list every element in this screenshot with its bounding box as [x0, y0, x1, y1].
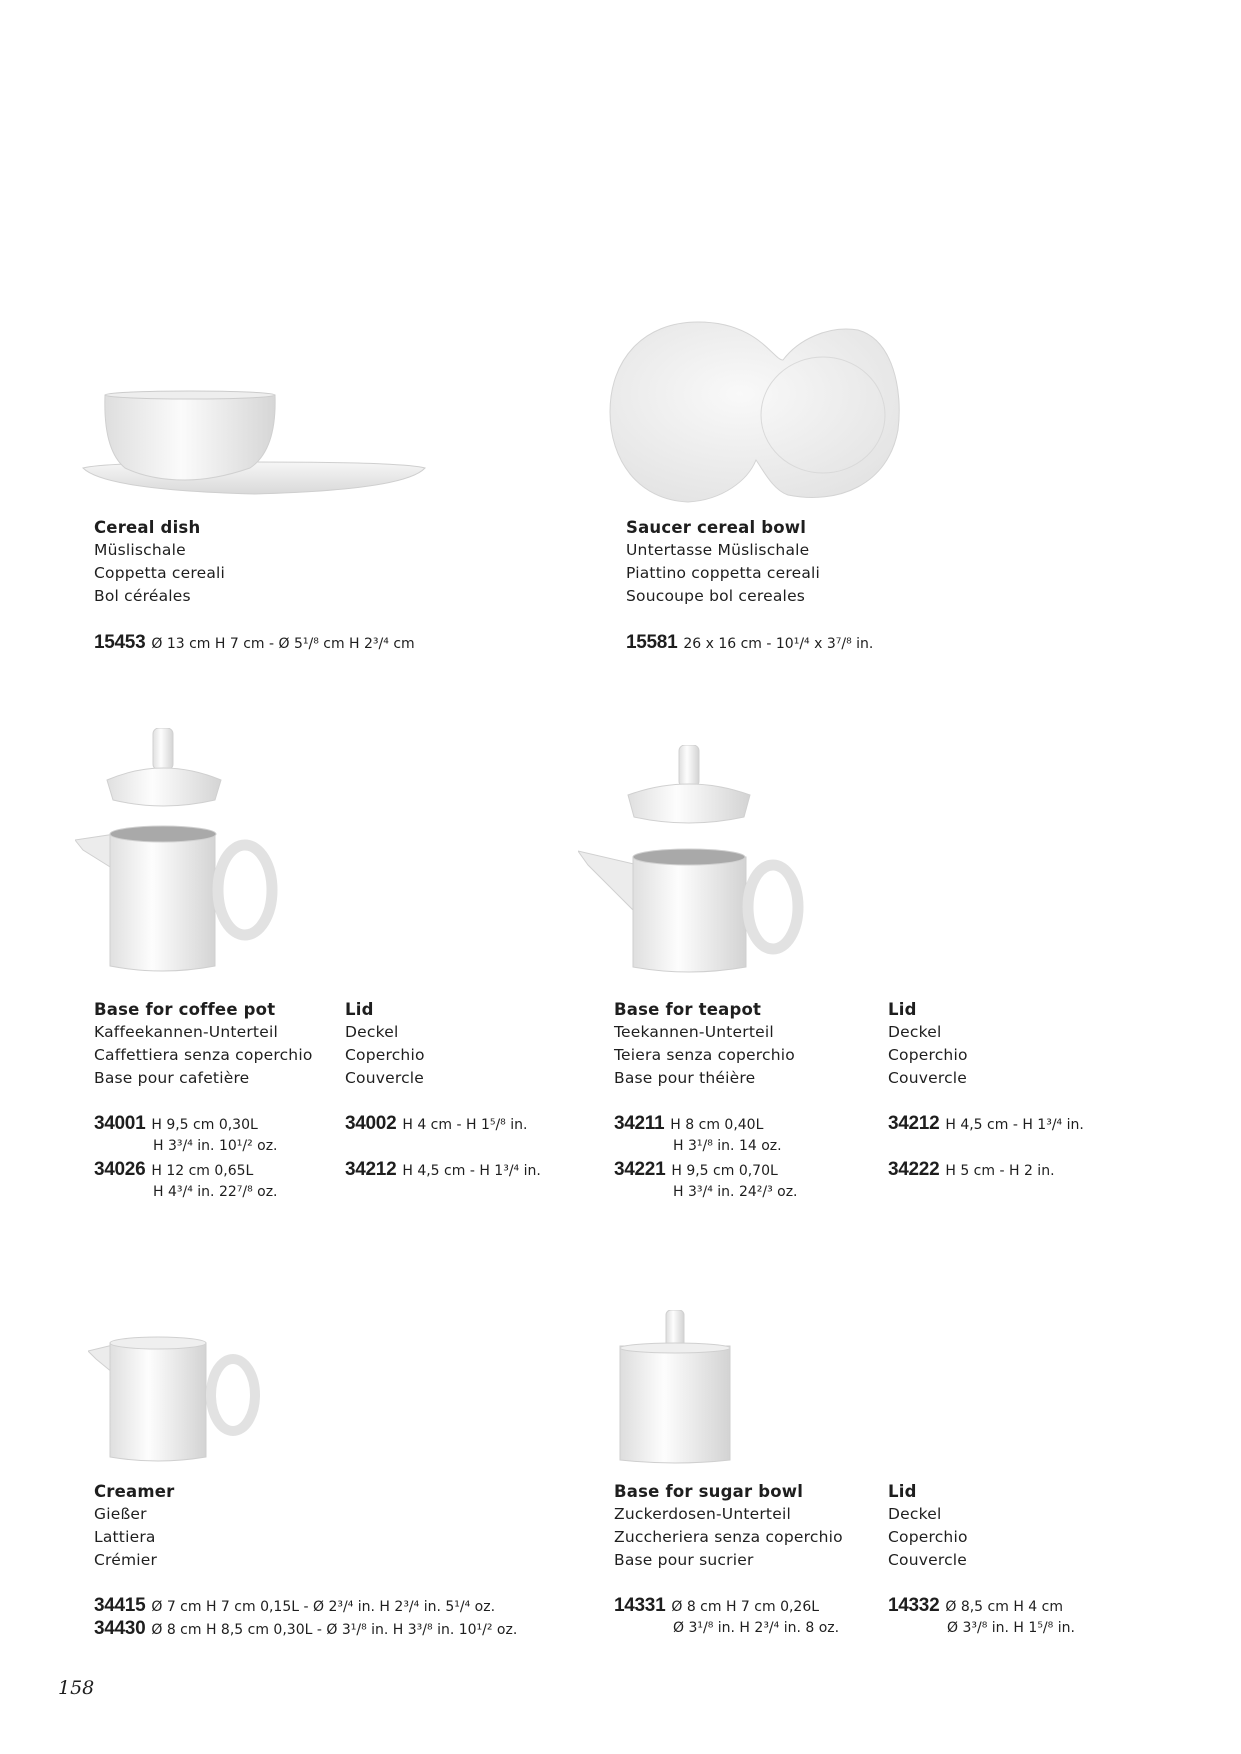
- translation-fr: Couvercle: [888, 1069, 968, 1087]
- product-title: Lid: [345, 1000, 374, 1019]
- product-title: Lid: [888, 1482, 917, 1501]
- product-title: Base for coffee pot: [94, 1000, 276, 1019]
- spec-base-for-teapot: [614, 1112, 798, 1204]
- dimensions-imperial: H 3³/⁴ in. 10¹/² oz.: [153, 1138, 278, 1154]
- product-saucer-cereal-bowl: [626, 516, 820, 608]
- dimensions-imperial: Ø 3³/⁸ in. H 1⁵/⁸ in.: [947, 1620, 1075, 1636]
- translation-fr: Base pour sucrier: [614, 1551, 754, 1569]
- dimensions: H 8 cm 0,40L: [670, 1117, 764, 1133]
- translation-de: Untertasse Müslischale: [626, 541, 810, 559]
- translation-de: Deckel: [888, 1505, 942, 1523]
- article-number: 15453: [94, 632, 146, 653]
- translation-it: Caffettiera senza coperchio: [94, 1046, 313, 1064]
- dimensions-imperial: H 4³/⁴ in. 22⁷/⁸ oz.: [153, 1184, 278, 1200]
- article-number: 34211: [614, 1113, 665, 1134]
- dimensions: H 4,5 cm - H 1³/⁴ in.: [402, 1163, 541, 1179]
- product-title: Lid: [888, 1000, 917, 1019]
- dimensions-imperial: Ø 3¹/⁸ in. H 2³/⁴ in. 8 oz.: [673, 1620, 840, 1636]
- translation-it: Zuccheriera senza coperchio: [614, 1528, 843, 1546]
- page-number: 158: [58, 1677, 95, 1699]
- product-teapot-lid: [888, 998, 968, 1090]
- dimensions: Ø 8 cm H 8,5 cm 0,30L - Ø 3¹/⁸ in. H 3³/⁸ in. 10¹/² oz.: [151, 1622, 518, 1638]
- translation-it: Coppetta cereali: [94, 564, 226, 582]
- product-title: Base for teapot: [614, 1000, 762, 1019]
- creamer-image: [88, 1335, 263, 1465]
- spec-saucer-cereal-bowl: [626, 631, 873, 654]
- dimensions: H 5 cm - H 2 in.: [945, 1163, 1055, 1179]
- article-number: 34002: [345, 1113, 397, 1134]
- product-cereal-dish: [94, 516, 225, 608]
- translation-it: Lattiera: [94, 1528, 156, 1546]
- article-number: 34430: [94, 1618, 146, 1639]
- product-sugar-bowl-lid: [888, 1480, 968, 1572]
- article-number: 34212: [888, 1113, 940, 1134]
- spec-sugar-bowl-lid: [888, 1594, 1075, 1640]
- product-creamer: [94, 1480, 175, 1572]
- translation-it: Teiera senza coperchio: [614, 1046, 795, 1064]
- spec-creamer: [94, 1594, 517, 1640]
- coffee-pot-image: [75, 728, 280, 978]
- translation-it: Coperchio: [345, 1046, 425, 1064]
- translation-fr: Base pour théière: [614, 1069, 756, 1087]
- dimensions: H 4,5 cm - H 1³/⁴ in.: [945, 1117, 1084, 1133]
- translation-fr: Couvercle: [345, 1069, 425, 1087]
- translation-de: Kaffeekannen-Unterteil: [94, 1023, 278, 1041]
- article-number: 34001: [94, 1113, 146, 1134]
- sugar-bowl-image: [618, 1310, 733, 1465]
- product-title: Base for sugar bowl: [614, 1482, 804, 1501]
- spec-teapot-lid: [888, 1112, 1084, 1181]
- dimensions-imperial: H 3³/⁴ in. 24²/³ oz.: [673, 1184, 798, 1200]
- translation-de: Deckel: [888, 1023, 942, 1041]
- dimensions: H 9,5 cm 0,70L: [671, 1163, 778, 1179]
- dimensions: Ø 8 cm H 7 cm 0,26L: [671, 1599, 820, 1615]
- product-base-for-teapot: [614, 998, 795, 1090]
- spec-base-for-sugar-bowl: [614, 1594, 839, 1640]
- dimensions: 26 x 16 cm - 10¹/⁴ x 3⁷/⁸ in.: [683, 636, 874, 652]
- article-number: 34221: [614, 1159, 666, 1180]
- dimensions-imperial: H 3¹/⁸ in. 14 oz.: [673, 1138, 782, 1154]
- product-title: Creamer: [94, 1482, 175, 1501]
- dimensions: H 9,5 cm 0,30L: [151, 1117, 258, 1133]
- article-number: 34026: [94, 1159, 146, 1180]
- translation-it: Coperchio: [888, 1046, 968, 1064]
- translation-fr: Couvercle: [888, 1551, 968, 1569]
- dimensions: H 12 cm 0,65L: [151, 1163, 254, 1179]
- translation-it: Piattino coppetta cereali: [626, 564, 821, 582]
- translation-fr: Base pour cafetière: [94, 1069, 250, 1087]
- article-number: 14331: [614, 1595, 666, 1616]
- translation-de: Müslischale: [94, 541, 186, 559]
- translation-it: Coperchio: [888, 1528, 968, 1546]
- teapot-image: [578, 745, 808, 980]
- spec-coffee-pot-lid: [345, 1112, 541, 1181]
- translation-de: Gießer: [94, 1505, 147, 1523]
- article-number: 34415: [94, 1595, 146, 1616]
- article-number: 34222: [888, 1159, 940, 1180]
- dimensions: Ø 8,5 cm H 4 cm: [945, 1599, 1063, 1615]
- product-base-for-coffee-pot: [94, 998, 313, 1090]
- saucer-cereal-bowl-image: [608, 320, 903, 505]
- dimensions: H 4 cm - H 1⁵/⁸ in.: [402, 1117, 528, 1133]
- product-title: Cereal dish: [94, 518, 201, 537]
- article-number: 15581: [626, 632, 678, 653]
- translation-fr: Crémier: [94, 1551, 158, 1569]
- translation-fr: Soucoupe bol cereales: [626, 587, 806, 605]
- dimensions: Ø 13 cm H 7 cm - Ø 5¹/⁸ cm H 2³/⁴ cm: [151, 636, 415, 652]
- translation-fr: Bol céréales: [94, 587, 191, 605]
- article-number: 34212: [345, 1159, 397, 1180]
- translation-de: Zuckerdosen-Unterteil: [614, 1505, 791, 1523]
- translation-de: Teekannen-Unterteil: [614, 1023, 774, 1041]
- spec-cereal-dish: [94, 631, 415, 654]
- spec-base-for-coffee-pot: [94, 1112, 278, 1204]
- product-base-for-sugar-bowl: [614, 1480, 843, 1572]
- product-title: Saucer cereal bowl: [626, 518, 807, 537]
- article-number: 14332: [888, 1595, 940, 1616]
- product-coffee-pot-lid: [345, 998, 425, 1090]
- dimensions: Ø 7 cm H 7 cm 0,15L - Ø 2³/⁴ in. H 2³/⁴ in. 5¹/⁴ oz.: [151, 1599, 496, 1615]
- translation-de: Deckel: [345, 1023, 399, 1041]
- cereal-dish-image: [75, 390, 430, 505]
